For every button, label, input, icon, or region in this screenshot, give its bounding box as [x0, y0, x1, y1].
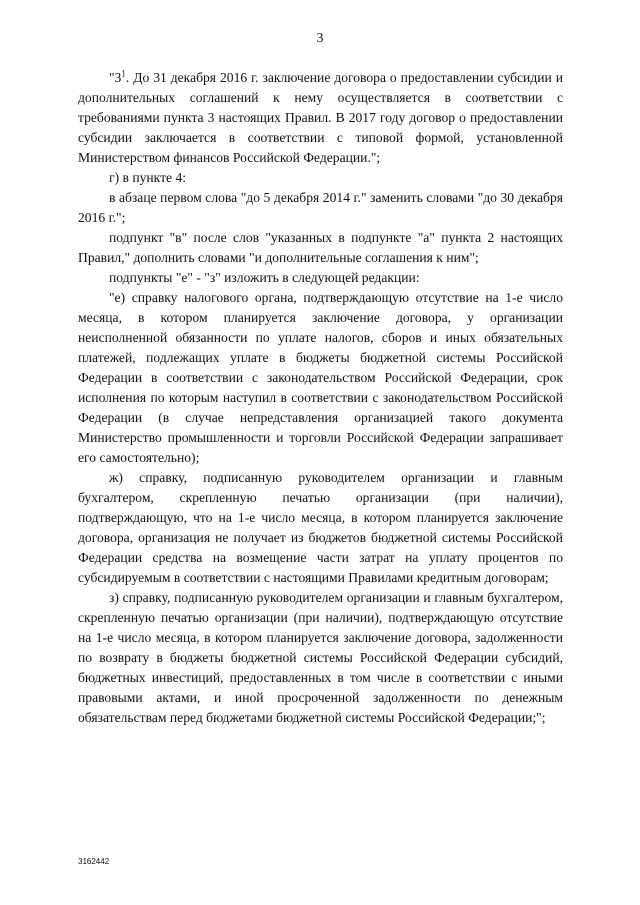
superscript: 1	[121, 68, 126, 79]
paragraph-item-e: "е) справку налогового органа, подтверждающую отсутствие на 1-е число месяца, в котором планируется заключение договора, у организации неисполненной обязанности по уплате налогов, сборов и иных обязательных платежей, подлежащих уплате в бюджеты бюджетной системы Российской Федерации в соответствии с законодательством Российской Федерации, срок исполнения по которым наступил в соответствии с законодательством Российской Федерации (в случае непредставления организацией такого документа Министерство промышленности и торговли Российской Федерации запрашивает его самостоятельно);	[78, 290, 563, 465]
document-code: 3162442	[78, 857, 110, 866]
paragraph-3-1: "$3^1$. До 31 декабря 2016 г. заключение договора о предоставлении субсидии и дополнительных соглашений к нему осуществляется в соответствии с требованиями пункта 3 настоящих Правил. В 2017 году договор о предоставлении субсидии заключается в соответствии с типовой формой, установленной Министерством финансов Российской Федерации.";	[78, 68, 563, 165]
paragraph-item-g: г) в пункте 4:	[109, 170, 187, 185]
paragraph-item-z: з) справку, подписанную руководителем организации и главным бухгалтером, скрепленную печатью организации (при наличии), подтверждающую отсутствие на 1-е число месяца, в котором планируется заключение договора, задолженности по возврату в бюджеты бюджетной системы Российской Федерации субсидий, бюджетных инвестиций, предоставленных в том числе в соответствии с иными правовыми актами, и иной просроченной задолженности по денежным обязательствам перед бюджетами бюджетной системы Российской Федерации;";	[78, 590, 563, 725]
paragraph-subitems-e-z: подпункты "е" - "з" изложить в следующей редакции:	[109, 270, 420, 285]
page-number: 3	[316, 31, 324, 46]
document-body	[78, 68, 563, 728]
paragraph-first-abzac: в абзаце первом слова "до 5 декабря 2014 г." заменить словами "до 30 декабря 2016 г.";	[78, 190, 563, 225]
paragraph-subitem-v: подпункт "в" после слов "указанных в подпункте "а" пункта 2 настоящих Правил," дополнить словами "и дополнительные соглашения к ним";	[78, 230, 563, 265]
paragraph-item-zh: ж) справку, подписанную руководителем организации и главным бухгалтером, скрепленную печатью организации (при наличии), подтверждающую, что на 1-е число месяца, в котором планируется заключение договора, организация не получает из бюджетов бюджетной системы Российской Федерации средства на возмещение части затрат на уплату процентов по субсидируемым в соответствии с настоящими Правилами кредитным договорам;	[78, 470, 563, 585]
